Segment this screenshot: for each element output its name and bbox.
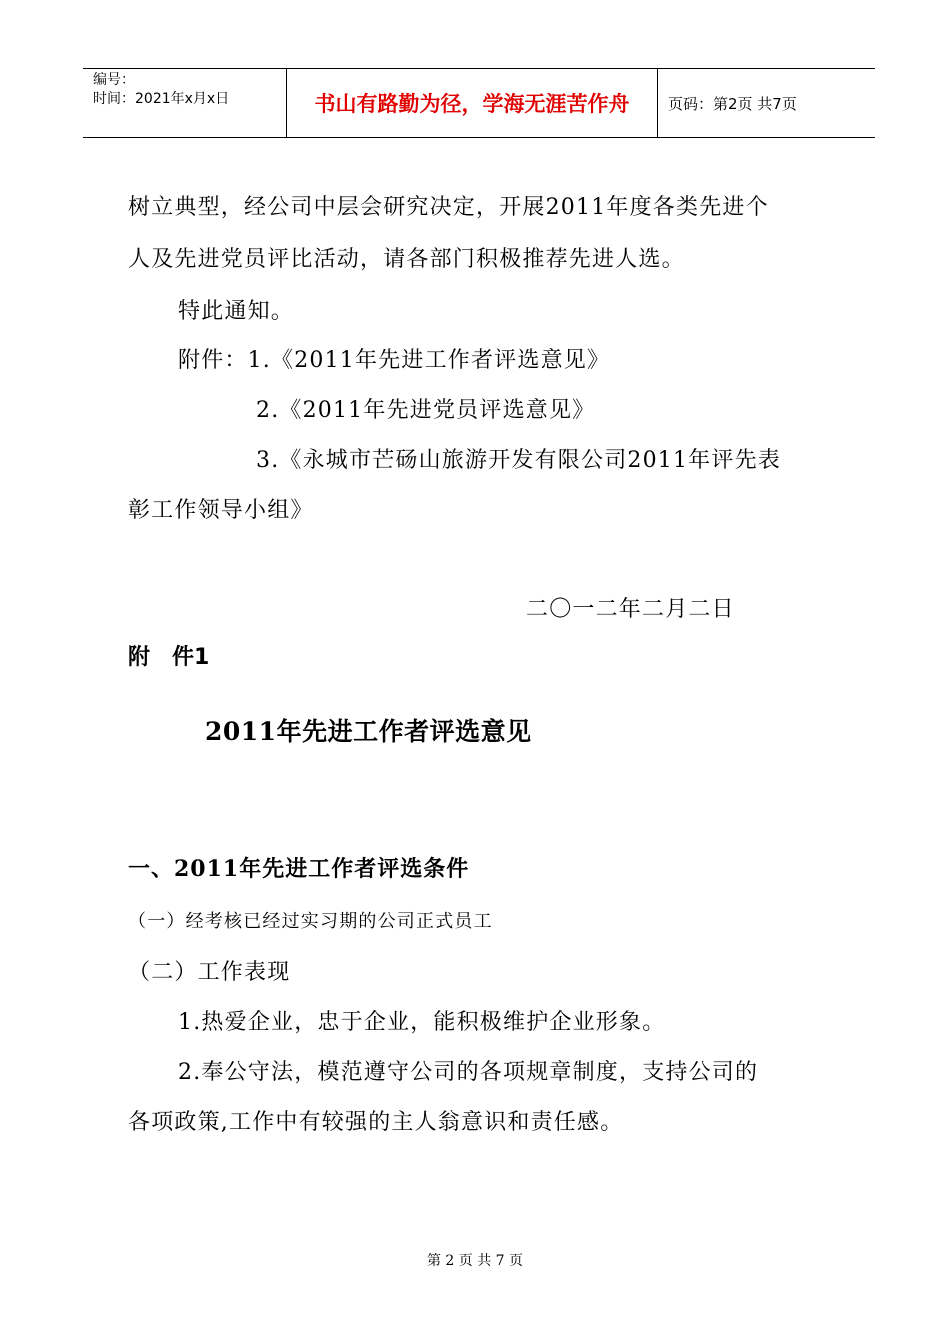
list-item: 2.奉公守法，模范遵守公司的各项规章制度，支持公司的	[178, 1060, 759, 1085]
attachment-line: 彰工作领导小组》	[128, 498, 314, 523]
attachment-title: 2011年先进工作者评选意见	[205, 717, 532, 746]
attachment-line: 3.《永城市芒砀山旅游开发有限公司2011年评先表	[256, 448, 781, 473]
list-item: 各项政策,工作中有较强的主人翁意识和责任感。	[128, 1110, 624, 1135]
section-title: 一、2011年先进工作者评选条件	[128, 856, 470, 882]
attachment-line: 2.《2011年先进党员评选意见》	[256, 398, 596, 423]
doc-number: 编号：	[93, 72, 135, 88]
header-motto: 书山有路勤为径，学海无涯苦作舟	[286, 69, 658, 137]
notice-date: 二〇一二年二月二日	[526, 597, 735, 622]
body-line: 人及先进党员评比活动，请各部门积极推荐先进人选。	[128, 247, 685, 272]
page-footer: 第 2 页 共 7 页	[426, 1253, 524, 1269]
notice-line: 特此通知。	[178, 299, 295, 324]
list-item: 1.热爱企业，忠于企业，能积极维护企业形象。	[178, 1010, 666, 1035]
attachment-label: 附 件1	[128, 645, 210, 670]
doc-date: 时间：2021年x月x日	[93, 91, 230, 107]
list-item: （一）经考核已经过实习期的公司正式员工	[128, 911, 493, 932]
header-left	[83, 69, 286, 137]
header-page: 页码：第2页 共7页	[668, 94, 797, 113]
attachment-line: 附件：1.《2011年先进工作者评选意见》	[178, 348, 611, 373]
body-line: 树立典型，经公司中层会研究决定，开展2011年度各类先进个	[128, 195, 769, 220]
list-item: （二）工作表现	[128, 960, 291, 985]
page-header	[83, 68, 875, 138]
